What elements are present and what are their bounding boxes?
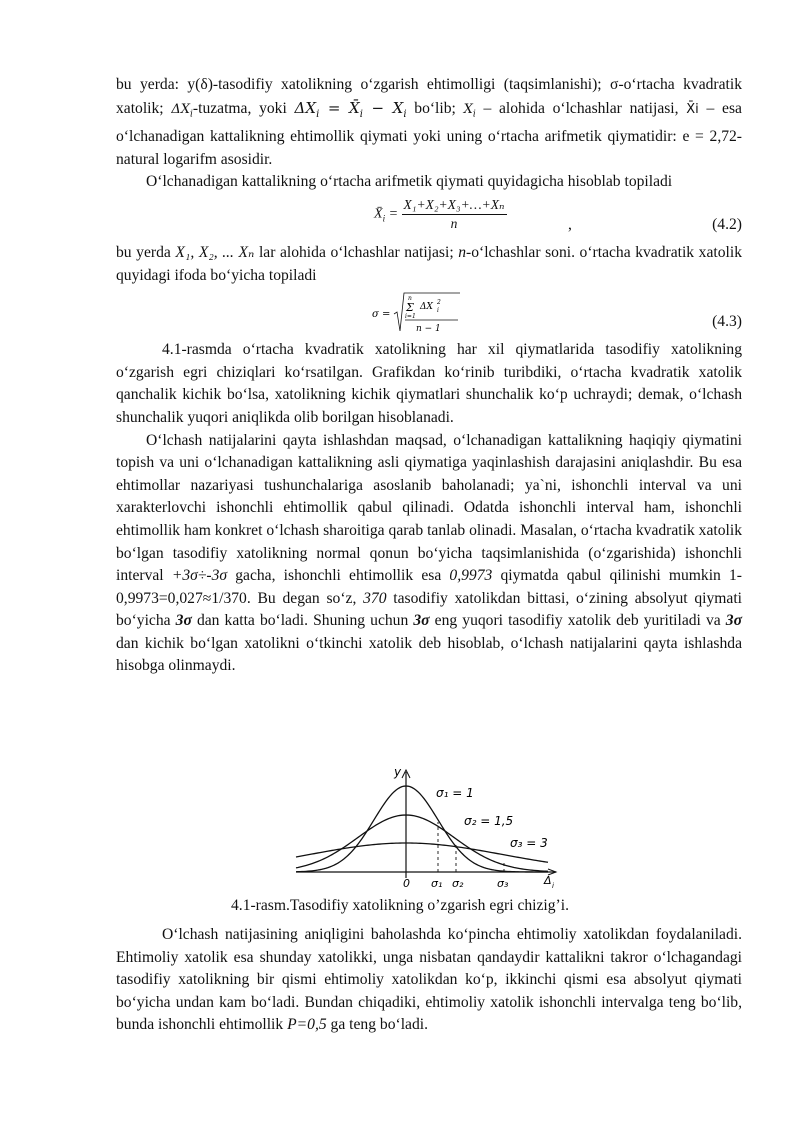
- equation-number: (4.2): [712, 215, 742, 233]
- svg-text:Σ: Σ: [406, 301, 414, 315]
- x-label-sub: i: [552, 882, 554, 890]
- equation-number: (4.3): [712, 313, 742, 331]
- curve-sigma1: [296, 786, 548, 872]
- paragraph-variables: bu yerda X₁, X₂, ... Xₙ lar alohida o‘lchashlar natijasi; n-o‘lchashlar soni. o‘rtacha kvadratik xatolik quyidagi ifoda bo‘yicha topiladi: [116, 243, 742, 284]
- sigma-formula: [372, 287, 482, 339]
- page-body: [116, 74, 742, 678]
- svg-text:2: 2: [437, 299, 441, 307]
- svg-text:i=1: i=1: [405, 313, 416, 321]
- xi-symbol: $X_i$: [463, 101, 476, 120]
- sigma3-tick: σ₃: [497, 877, 509, 890]
- text: – alohida o‘lchashlar natijasi,: [475, 99, 687, 117]
- formula-numerator: X₁+X₂+X₃+…+Xₙ: [402, 196, 507, 215]
- probability-p: P=0,5: [287, 1016, 327, 1034]
- formula-comma: ,: [568, 215, 572, 233]
- paragraph-figure-ref: 4.1-rasmda o‘rtacha kvadratik xatolikning har xil qiymatlarida tasodifiy xatolikning o‘zgarish egri chiziqlari ko‘rsatilgan. Grafikdan ko‘rinib turibdiki, o‘rtacha kvadratik xatolik qanchalik kichik bo‘lsa, xatolikning kichik qiymatlari shunchalik ko‘p uchraydi; demak, o‘lchash shunchalik yuqori aniqlikda olib borilgan hisoblanadi.: [116, 341, 742, 426]
- y-label: y: [394, 765, 402, 779]
- paragraph-probable-error: O‘lchash natijasining aniqligini baholashda ko‘pincha ehtimoliy xatolikdan foydalaniladi. Ehtimoliy xatolik esa shunday xatolikki, unga nisbatan qandaydir kattalikni takror o‘lchagandagi tasodifiy xatolikning bir qismi ehtimoliy xatolikdan ko‘p, ikkinchi qismi esa absolyut qiymati bo‘yicha undan kam bo‘ladi. Bundan chiqadiki, ehtimoliy xatolik ishonchli intervalga teng bo‘lib, bunda ishonchli ehtimollik P=0,5 ga teng bo‘ladi.: [116, 926, 742, 1034]
- paragraph-processing: O‘lchash natijalarini qayta ishlashdan maqsad, o‘lchanadigan kattalikning haqiqiy qiymatini topish va uni o‘lchanadigan kattalikning asli qiymatiga yaqinlashish darajasini aniqlashdir. Bu esa ehtimollar nazariyasi tushunchalariga asoslanib baholanadi; ya`ni, ishonchli interval va uni xarakterlovchi ishonchli ehtimollik qabul qilinadi. Odatda ishonchli interval ham, ishonchli ehtimollik ham konkret o‘lchash sharoitiga qarab tanlab olinadi. Masalan, o‘rtacha kvadratik xatolik bo‘lgan tasodifiy xatolikning normal qonun bo‘yicha taqsimlanishida (o‘zgarishida) ishonchli interval +3σ÷-3σ gacha, ishonchli ehtimollik esa 0,9973 qiymatda qabul qilinishi mumkin 1-0,9973=0,027≈1/370. Bu degan so‘z, 370 tasodifiy xatolikdan bittasi, o‘zining absolyut qiymati bo‘yicha 3σ dan katta bo‘ladi. Shuning uchun 3σ eng yuqori tasodifiy xatolik deb yuritiladi va 3σ dan kichik bo‘lgan xatolikni o‘tkinchi xatolik deb hisoblab, o‘lchash natijalarini qayta ishlashda hisobga olinmaydi.: [116, 431, 742, 675]
- three-sigma: 3σ: [413, 612, 430, 630]
- delta-x-symbol: $\Delta X_i$: [171, 101, 193, 120]
- curve1-label: σ₁ = 1: [436, 786, 474, 800]
- origin-label: 0: [403, 877, 410, 890]
- text: bu yerda: y(δ)-tasodifiy xatolikning o‘zgarish ehtimolligi (taqsimlanishi); σ-o‘rtacha kvadratik xatolik;: [116, 76, 742, 117]
- formula-4-3: [116, 287, 742, 339]
- figure-error-curves: [286, 760, 566, 892]
- probability-value: 0,9973: [449, 567, 493, 585]
- svg-text:n: n: [408, 295, 412, 303]
- page-body-tail: [116, 924, 742, 1037]
- curve2-label: σ₂ = 1,5: [464, 814, 514, 828]
- text: bo‘lib;: [406, 99, 464, 117]
- figure-caption: 4.1-rasm.Tasodifiy xatolikning o’zgarish egri chizig’i.: [231, 897, 569, 914]
- paragraph-definitions: [116, 74, 742, 171]
- curve3-label: σ₃ = 3: [510, 836, 548, 850]
- x-label: Δ: [544, 874, 552, 887]
- three-sigma: 3σ: [175, 612, 192, 630]
- svg-text:ΔX: ΔX: [420, 302, 433, 313]
- count-value: 370: [363, 589, 387, 607]
- svg-text:n − 1: n − 1: [416, 324, 441, 335]
- sigma1-tick: σ₁: [431, 877, 443, 890]
- sigma2-tick: σ₂: [452, 877, 464, 890]
- svg-text:σ =: σ =: [372, 309, 391, 321]
- formula-4-2: [116, 194, 742, 242]
- text: -tuzatma, yoki: [192, 99, 295, 117]
- mean-formula: $X̄_i$ = $\frac{\text{X₁+X₂+X₃+…+Xₙ}}{n}$: [374, 196, 505, 231]
- equation-inline: $\Delta X_i$ = $X̄_i - X_i$: [294, 98, 407, 120]
- interval-value: +3σ÷-3σ: [171, 567, 228, 585]
- xbar-symbol: X̄i: [686, 101, 699, 117]
- paragraph-mean: O‘lchanadigan kattalikning o‘rtacha arifmetik qiymati quyidagicha hisoblab topiladi: [146, 173, 673, 191]
- text: – esa o‘lchanadigan kattalikning ehtimollik qiymati yoki uning o‘rtacha arifmetik qiymatidir: e = 2,72-natural logarifm asosidir.: [116, 99, 742, 168]
- n-symbol: n: [458, 243, 467, 261]
- three-sigma: 3σ: [725, 612, 742, 630]
- variables-list: X₁, X₂, ... Xₙ: [175, 243, 255, 261]
- svg-text:i: i: [437, 307, 439, 315]
- formula-denominator: n: [450, 215, 458, 231]
